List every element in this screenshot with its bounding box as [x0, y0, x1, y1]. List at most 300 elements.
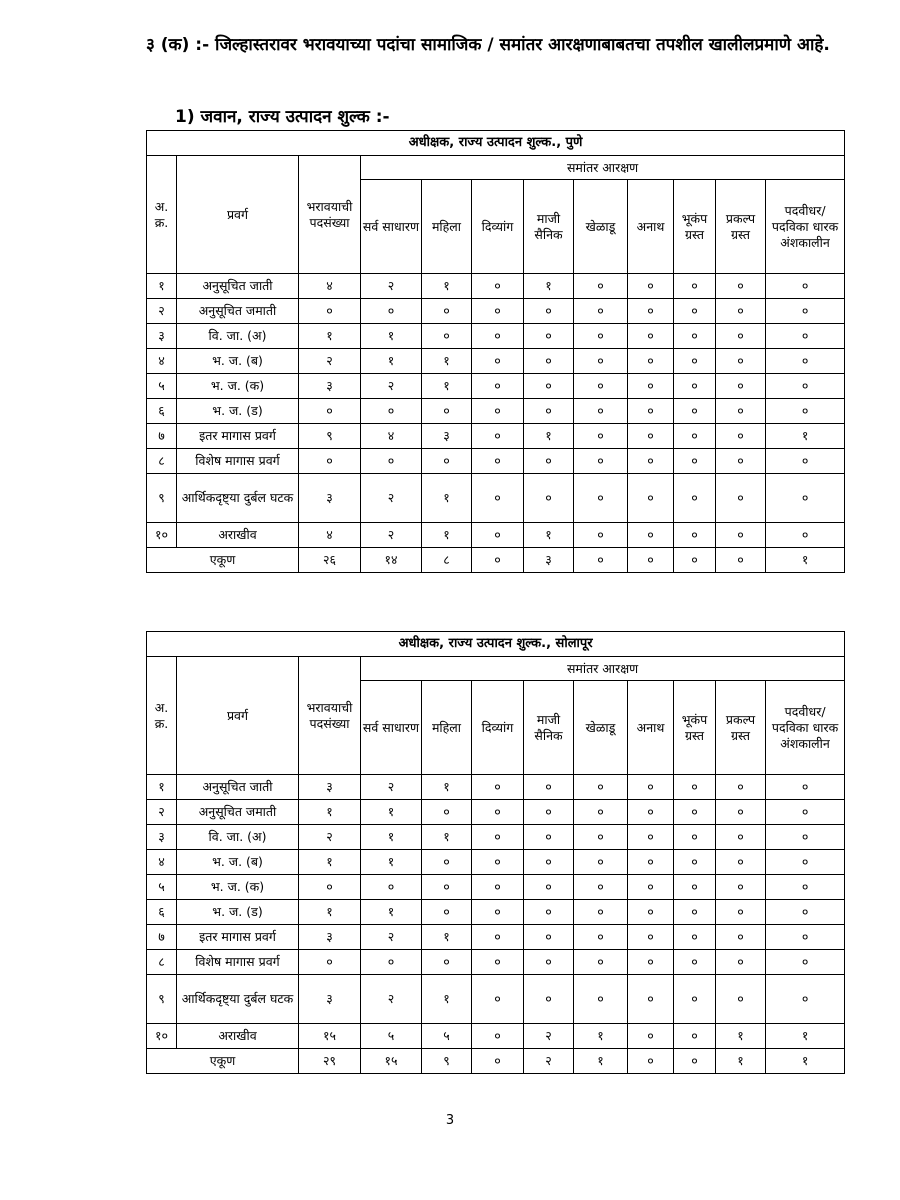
cell-value: ०: [628, 274, 674, 299]
cell-sr-no: २: [147, 800, 177, 825]
table-row: [147, 1024, 845, 1049]
cell-value: १: [422, 474, 472, 523]
cell-value: ०: [766, 449, 845, 474]
cell-value: ०: [628, 775, 674, 800]
cell-value: १: [361, 825, 422, 850]
cell-value: ०: [422, 324, 472, 349]
cell-value: ०: [628, 449, 674, 474]
cell-posts: २: [299, 825, 361, 850]
cell-category: अनुसूचित जमाती: [177, 800, 299, 825]
cell-value: ०: [674, 1024, 716, 1049]
cell-value: २: [361, 374, 422, 399]
cell-category: आर्थिकदृष्ट्या दुर्बल घटक: [177, 474, 299, 523]
cell-category: इतर मागास प्रवर्ग: [177, 925, 299, 950]
cell-value: ०: [716, 925, 766, 950]
cell-value: ०: [674, 349, 716, 374]
cell-value: १: [524, 274, 574, 299]
total-row: [147, 548, 845, 573]
section-subheading: 1) जवान, राज्य उत्पादन शुल्क :-: [175, 107, 390, 127]
cell-value: ०: [524, 925, 574, 950]
col-parallel-reservation: समांतर आरक्षण: [361, 657, 845, 681]
table-row: [147, 374, 845, 399]
cell-category: भ. ज. (ड): [177, 900, 299, 925]
cell-value: ०: [524, 875, 574, 900]
cell-value: २: [361, 523, 422, 548]
cell-value: ०: [766, 975, 845, 1024]
table-row: [147, 975, 845, 1024]
cell-posts: १: [299, 850, 361, 875]
cell-category: अनुसूचित जाती: [177, 775, 299, 800]
cell-category: अराखीव: [177, 1024, 299, 1049]
cell-value: ०: [524, 324, 574, 349]
cell-value: ०: [472, 474, 524, 523]
col-sr-no: अ. क्र.: [147, 156, 177, 274]
col-women: महिला: [422, 180, 472, 274]
cell-value: १: [361, 349, 422, 374]
col-project-affected: प्रकल्प ग्रस्त: [716, 681, 766, 775]
cell-posts: ०: [299, 399, 361, 424]
total-value: १४: [361, 548, 422, 573]
cell-value: ०: [628, 925, 674, 950]
cell-value: ०: [766, 274, 845, 299]
cell-value: ०: [472, 349, 524, 374]
cell-value: ०: [574, 474, 628, 523]
cell-posts: १: [299, 324, 361, 349]
total-posts: २६: [299, 548, 361, 573]
cell-value: ०: [574, 900, 628, 925]
total-value: २: [524, 1049, 574, 1074]
col-category: प्रवर्ग: [177, 657, 299, 775]
cell-value: ०: [524, 825, 574, 850]
total-value: ०: [574, 548, 628, 573]
cell-value: ०: [674, 374, 716, 399]
cell-posts: ९: [299, 424, 361, 449]
cell-value: ०: [716, 975, 766, 1024]
col-disabled: दिव्यांग: [472, 180, 524, 274]
cell-sr-no: ५: [147, 374, 177, 399]
cell-value: ०: [574, 324, 628, 349]
cell-posts: ३: [299, 925, 361, 950]
cell-posts: ४: [299, 274, 361, 299]
cell-value: ०: [628, 349, 674, 374]
total-value: १: [574, 1049, 628, 1074]
cell-value: ०: [524, 850, 574, 875]
office-title: अधीक्षक, राज्य उत्पादन शुल्क., सोलापूर: [147, 632, 845, 657]
total-label: एकूण: [147, 1049, 299, 1074]
cell-value: ०: [628, 975, 674, 1024]
cell-posts: ३: [299, 775, 361, 800]
cell-posts: १: [299, 900, 361, 925]
cell-category: विशेष मागास प्रवर्ग: [177, 950, 299, 975]
cell-value: ०: [766, 875, 845, 900]
table-row: [147, 850, 845, 875]
cell-sr-no: ४: [147, 850, 177, 875]
cell-sr-no: ३: [147, 324, 177, 349]
table-row: [147, 424, 845, 449]
cell-value: ०: [361, 399, 422, 424]
cell-value: ०: [674, 800, 716, 825]
cell-value: ०: [422, 875, 472, 900]
cell-value: ०: [524, 374, 574, 399]
cell-value: २: [361, 775, 422, 800]
cell-value: ०: [716, 523, 766, 548]
cell-value: १: [422, 374, 472, 399]
cell-value: ०: [422, 950, 472, 975]
cell-value: ०: [766, 349, 845, 374]
col-sports: खेळाडू: [574, 180, 628, 274]
cell-value: १: [716, 1024, 766, 1049]
cell-sr-no: २: [147, 299, 177, 324]
cell-value: ०: [524, 449, 574, 474]
cell-value: ४: [361, 424, 422, 449]
table-row: [147, 825, 845, 850]
cell-value: ०: [716, 374, 766, 399]
cell-value: १: [422, 925, 472, 950]
cell-value: ५: [422, 1024, 472, 1049]
cell-value: ०: [361, 299, 422, 324]
cell-value: ०: [524, 900, 574, 925]
cell-value: १: [361, 800, 422, 825]
cell-value: ०: [716, 800, 766, 825]
office-title: अधीक्षक, राज्य उत्पादन शुल्क., पुणे: [147, 131, 845, 156]
cell-value: ०: [361, 875, 422, 900]
cell-value: २: [361, 474, 422, 523]
cell-value: ०: [628, 299, 674, 324]
cell-value: ०: [716, 449, 766, 474]
cell-value: १: [766, 1024, 845, 1049]
col-category: प्रवर्ग: [177, 156, 299, 274]
cell-sr-no: ८: [147, 449, 177, 474]
cell-value: १: [422, 523, 472, 548]
cell-value: ५: [361, 1024, 422, 1049]
cell-category: अराखीव: [177, 523, 299, 548]
cell-value: ०: [472, 424, 524, 449]
cell-value: ०: [674, 775, 716, 800]
cell-value: ०: [766, 950, 845, 975]
col-posts: भरावयाची पदसंख्या: [299, 657, 361, 775]
cell-posts: २: [299, 349, 361, 374]
total-value: ०: [628, 1049, 674, 1074]
cell-value: ०: [674, 875, 716, 900]
table-row: [147, 274, 845, 299]
cell-value: ०: [524, 975, 574, 1024]
cell-posts: ४: [299, 523, 361, 548]
total-posts: २९: [299, 1049, 361, 1074]
cell-value: ०: [574, 449, 628, 474]
cell-value: ०: [674, 975, 716, 1024]
cell-category: वि. जा. (अ): [177, 825, 299, 850]
cell-value: ०: [574, 374, 628, 399]
cell-value: ०: [574, 424, 628, 449]
cell-value: ०: [716, 825, 766, 850]
cell-value: ०: [524, 299, 574, 324]
cell-value: ०: [766, 800, 845, 825]
cell-category: अनुसूचित जाती: [177, 274, 299, 299]
total-value: ०: [472, 1049, 524, 1074]
cell-value: ०: [472, 875, 524, 900]
cell-category: भ. ज. (क): [177, 875, 299, 900]
cell-sr-no: १०: [147, 523, 177, 548]
cell-value: १: [574, 1024, 628, 1049]
table-row: [147, 299, 845, 324]
col-ex-servicemen: माजी सैनिक: [524, 180, 574, 274]
cell-value: ०: [766, 523, 845, 548]
cell-value: ०: [524, 950, 574, 975]
col-earthquake-affected: भूकंप ग्रस्त: [674, 180, 716, 274]
table-row: [147, 349, 845, 374]
cell-value: ०: [716, 474, 766, 523]
cell-value: २: [361, 274, 422, 299]
total-value: ०: [674, 548, 716, 573]
cell-value: ०: [422, 299, 472, 324]
cell-value: ०: [766, 850, 845, 875]
cell-value: ०: [716, 324, 766, 349]
cell-value: १: [361, 324, 422, 349]
cell-value: ०: [628, 875, 674, 900]
cell-posts: ३: [299, 474, 361, 523]
cell-value: ०: [472, 324, 524, 349]
cell-value: ०: [472, 1024, 524, 1049]
cell-value: ०: [716, 299, 766, 324]
table-body: [147, 775, 845, 1074]
cell-posts: ०: [299, 449, 361, 474]
cell-value: २: [361, 975, 422, 1024]
cell-value: ०: [628, 950, 674, 975]
cell-value: ०: [524, 399, 574, 424]
total-value: ०: [674, 1049, 716, 1074]
cell-category: विशेष मागास प्रवर्ग: [177, 449, 299, 474]
cell-value: ०: [716, 775, 766, 800]
col-graduate-part-time: पदवीधर/ पदविका धारक अंशकालीन: [766, 180, 845, 274]
cell-value: १: [524, 424, 574, 449]
cell-value: ०: [472, 900, 524, 925]
table-body: [147, 274, 845, 573]
cell-value: ०: [674, 900, 716, 925]
cell-category: भ. ज. (ब): [177, 349, 299, 374]
cell-value: ०: [574, 825, 628, 850]
cell-value: ३: [422, 424, 472, 449]
cell-value: ०: [628, 424, 674, 449]
cell-sr-no: ८: [147, 950, 177, 975]
cell-value: ०: [674, 399, 716, 424]
cell-value: ०: [472, 274, 524, 299]
cell-value: ०: [472, 975, 524, 1024]
cell-value: ०: [422, 850, 472, 875]
cell-value: ०: [766, 825, 845, 850]
cell-value: ०: [574, 274, 628, 299]
cell-value: ०: [716, 349, 766, 374]
cell-value: ०: [674, 850, 716, 875]
cell-value: ०: [628, 850, 674, 875]
cell-value: ०: [422, 449, 472, 474]
cell-value: १: [422, 775, 472, 800]
col-orphan: अनाथ: [628, 180, 674, 274]
total-value: ९: [422, 1049, 472, 1074]
cell-value: ०: [628, 800, 674, 825]
cell-value: ०: [574, 850, 628, 875]
col-parallel-reservation: समांतर आरक्षण: [361, 156, 845, 180]
cell-sr-no: ९: [147, 474, 177, 523]
cell-value: ०: [674, 324, 716, 349]
cell-value: १: [422, 975, 472, 1024]
col-sr-no: अ. क्र.: [147, 657, 177, 775]
cell-value: ०: [628, 324, 674, 349]
cell-value: ०: [628, 523, 674, 548]
table-row: [147, 800, 845, 825]
cell-value: ०: [524, 775, 574, 800]
cell-category: भ. ज. (क): [177, 374, 299, 399]
cell-posts: ३: [299, 975, 361, 1024]
cell-value: ०: [766, 399, 845, 424]
cell-value: ०: [422, 900, 472, 925]
cell-value: ०: [574, 775, 628, 800]
cell-value: ०: [574, 349, 628, 374]
total-value: १: [766, 548, 845, 573]
cell-value: ०: [574, 523, 628, 548]
cell-value: १: [361, 900, 422, 925]
col-posts: भरावयाची पदसंख्या: [299, 156, 361, 274]
cell-sr-no: ७: [147, 424, 177, 449]
cell-value: ०: [472, 374, 524, 399]
cell-value: ०: [674, 424, 716, 449]
cell-value: १: [524, 523, 574, 548]
total-value: १५: [361, 1049, 422, 1074]
cell-value: १: [766, 424, 845, 449]
cell-value: १: [422, 274, 472, 299]
cell-value: ०: [628, 374, 674, 399]
cell-value: २: [524, 1024, 574, 1049]
cell-category: भ. ज. (ब): [177, 850, 299, 875]
cell-value: ०: [524, 800, 574, 825]
cell-value: २: [361, 925, 422, 950]
cell-posts: ०: [299, 950, 361, 975]
table-row: [147, 399, 845, 424]
total-value: ८: [422, 548, 472, 573]
cell-sr-no: ९: [147, 975, 177, 1024]
cell-value: ०: [674, 299, 716, 324]
cell-value: ०: [766, 324, 845, 349]
col-disabled: दिव्यांग: [472, 681, 524, 775]
table-row: [147, 950, 845, 975]
cell-value: ०: [361, 449, 422, 474]
cell-value: ०: [472, 925, 524, 950]
total-value: ०: [628, 548, 674, 573]
cell-value: ०: [422, 399, 472, 424]
cell-value: १: [422, 825, 472, 850]
col-orphan: अनाथ: [628, 681, 674, 775]
col-ex-servicemen: माजी सैनिक: [524, 681, 574, 775]
cell-value: ०: [766, 374, 845, 399]
total-value: ३: [524, 548, 574, 573]
cell-value: ०: [716, 875, 766, 900]
cell-category: वि. जा. (अ): [177, 324, 299, 349]
cell-value: ०: [574, 800, 628, 825]
cell-value: ०: [766, 900, 845, 925]
total-value: ०: [472, 548, 524, 573]
total-label: एकूण: [147, 548, 299, 573]
cell-value: ०: [472, 299, 524, 324]
cell-posts: ०: [299, 875, 361, 900]
cell-sr-no: १: [147, 775, 177, 800]
cell-value: ०: [574, 950, 628, 975]
table-row: [147, 775, 845, 800]
cell-value: ०: [524, 474, 574, 523]
col-project-affected: प्रकल्प ग्रस्त: [716, 180, 766, 274]
col-general: सर्व साधारण: [361, 180, 422, 274]
cell-sr-no: १: [147, 274, 177, 299]
cell-value: ०: [628, 825, 674, 850]
cell-value: ०: [422, 800, 472, 825]
cell-value: ०: [524, 349, 574, 374]
cell-value: ०: [472, 800, 524, 825]
col-sports: खेळाडू: [574, 681, 628, 775]
cell-category: भ. ज. (ड): [177, 399, 299, 424]
cell-sr-no: १०: [147, 1024, 177, 1049]
cell-value: ०: [472, 825, 524, 850]
cell-sr-no: ४: [147, 349, 177, 374]
cell-value: ०: [674, 523, 716, 548]
table-row: [147, 324, 845, 349]
cell-value: ०: [674, 274, 716, 299]
col-general: सर्व साधारण: [361, 681, 422, 775]
table-row: [147, 474, 845, 523]
cell-value: ०: [716, 950, 766, 975]
table-row: [147, 925, 845, 950]
cell-value: ०: [472, 449, 524, 474]
cell-value: ०: [574, 925, 628, 950]
cell-value: १: [361, 850, 422, 875]
total-row: [147, 1049, 845, 1074]
cell-value: ०: [674, 474, 716, 523]
cell-value: ०: [766, 925, 845, 950]
cell-value: ०: [716, 900, 766, 925]
cell-value: ०: [766, 299, 845, 324]
cell-value: १: [422, 349, 472, 374]
reservation-table-solapur: [146, 631, 845, 1074]
cell-sr-no: ५: [147, 875, 177, 900]
cell-value: ०: [628, 399, 674, 424]
col-graduate-part-time: पदवीधर/ पदविका धारक अंशकालीन: [766, 681, 845, 775]
cell-sr-no: ६: [147, 399, 177, 424]
col-women: महिला: [422, 681, 472, 775]
cell-value: ०: [628, 1024, 674, 1049]
cell-sr-no: ६: [147, 900, 177, 925]
cell-category: अनुसूचित जमाती: [177, 299, 299, 324]
cell-value: ०: [716, 424, 766, 449]
cell-value: ०: [766, 775, 845, 800]
cell-value: ०: [361, 950, 422, 975]
cell-value: ०: [472, 850, 524, 875]
cell-sr-no: ३: [147, 825, 177, 850]
page-number: 3: [445, 1113, 455, 1128]
cell-posts: ३: [299, 374, 361, 399]
cell-value: ०: [574, 299, 628, 324]
cell-value: ०: [674, 449, 716, 474]
cell-value: ०: [574, 875, 628, 900]
total-value: १: [716, 1049, 766, 1074]
total-value: १: [766, 1049, 845, 1074]
total-value: ०: [716, 548, 766, 573]
cell-value: ०: [766, 474, 845, 523]
cell-value: ०: [716, 850, 766, 875]
cell-value: ०: [674, 950, 716, 975]
cell-value: ०: [574, 975, 628, 1024]
cell-category: इतर मागास प्रवर्ग: [177, 424, 299, 449]
cell-value: ०: [574, 399, 628, 424]
table-row: [147, 900, 845, 925]
cell-value: ०: [628, 474, 674, 523]
cell-sr-no: ७: [147, 925, 177, 950]
